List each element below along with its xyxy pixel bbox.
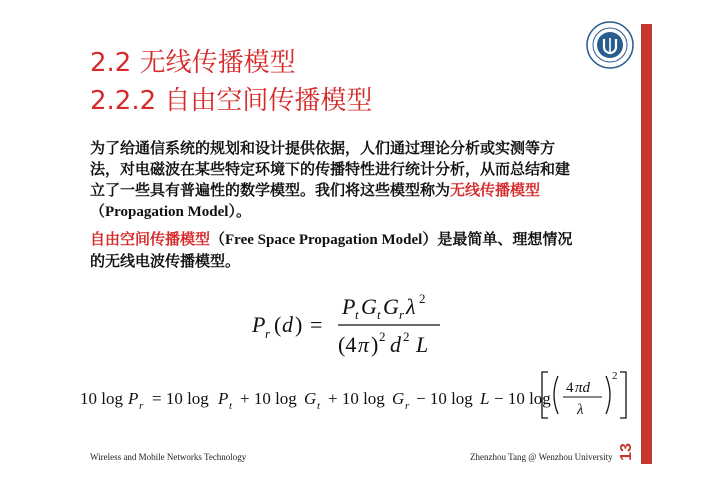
- side-accent-bar: [641, 24, 652, 464]
- term-propagation-model-en: （Propagation Model）: [90, 204, 236, 220]
- term-free-space-model-en: （Free Space Propagation Model）: [210, 232, 438, 248]
- svg-text:λ: λ: [577, 402, 584, 418]
- svg-text:t: t: [355, 307, 359, 322]
- svg-text:t: t: [317, 400, 321, 412]
- svg-text:r: r: [405, 400, 410, 412]
- term-free-space-model: 自由空间传播模型: [90, 230, 211, 248]
- svg-text:t: t: [377, 307, 381, 322]
- svg-text:=: =: [310, 312, 323, 337]
- svg-text:r: r: [399, 307, 405, 322]
- svg-text:P: P: [342, 294, 356, 319]
- svg-text:P: P: [128, 389, 139, 408]
- footer-author: Zhenzhou Tang @ Wenzhou University: [470, 452, 613, 462]
- svg-text:L: L: [416, 332, 429, 357]
- term-propagation-model: 无线传播模型: [450, 181, 541, 199]
- svg-text:L: L: [480, 389, 490, 408]
- svg-text:(: (: [274, 312, 282, 337]
- friis-equation-log-form: [80, 364, 640, 424]
- svg-text:+ 10 log: + 10 log: [328, 389, 385, 408]
- svg-text:P: P: [252, 312, 266, 337]
- svg-text:): ): [371, 332, 379, 357]
- svg-text:(4: (4: [338, 332, 357, 357]
- svg-text:r: r: [265, 326, 271, 341]
- svg-text:− 10 log: − 10 log: [416, 389, 473, 408]
- slide-title-line1: 2.2 无线传播模型: [90, 48, 296, 78]
- svg-text:= 10 log: = 10 log: [152, 389, 209, 408]
- paragraph1-text: 为了给通信系统的规划和设计提供依据，人们通过理论分析或实测等方法，对电磁波在某些特定环境下的传播特性进行统计分析，从而总结和建立了一些具有普遍性的数学模型。我们将这些模型称为: [90, 139, 571, 199]
- svg-text:t: t: [229, 400, 233, 412]
- svg-text:− 10 log: − 10 log: [494, 389, 551, 408]
- svg-text:G: G: [383, 294, 399, 319]
- svg-text:2: 2: [612, 370, 618, 382]
- svg-text:2: 2: [419, 291, 426, 306]
- paragraph2-text: 是最简单、理想情况的无线电波传播模型。: [90, 230, 573, 270]
- svg-text:4: 4: [566, 380, 574, 396]
- svg-text:2: 2: [403, 329, 410, 344]
- svg-text:G: G: [361, 294, 377, 319]
- svg-text:d: d: [282, 312, 293, 337]
- svg-text:πd: πd: [575, 380, 591, 396]
- svg-text:G: G: [392, 389, 405, 408]
- friis-equation: [250, 290, 460, 362]
- page-number: 13: [618, 443, 635, 461]
- paragraph-free-space-model: [90, 229, 580, 272]
- svg-text:d: d: [390, 332, 401, 357]
- svg-text:r: r: [139, 400, 144, 412]
- svg-text:10 log: 10 log: [80, 389, 123, 408]
- university-seal-icon: [585, 20, 635, 70]
- svg-text:G: G: [304, 389, 317, 408]
- footer-course-name: Wireless and Mobile Networks Technology: [90, 452, 247, 462]
- svg-text:+ 10 log: + 10 log: [240, 389, 297, 408]
- paragraph-propagation-model: [90, 138, 580, 223]
- svg-text:P: P: [218, 389, 229, 408]
- svg-text:): ): [295, 312, 303, 337]
- paragraph1-end: 。: [235, 202, 251, 220]
- svg-text:λ: λ: [406, 294, 416, 319]
- slide-title-line2: 2.2.2 自由空间传播模型: [90, 86, 373, 116]
- svg-text:π: π: [358, 332, 370, 357]
- svg-text:2: 2: [379, 329, 386, 344]
